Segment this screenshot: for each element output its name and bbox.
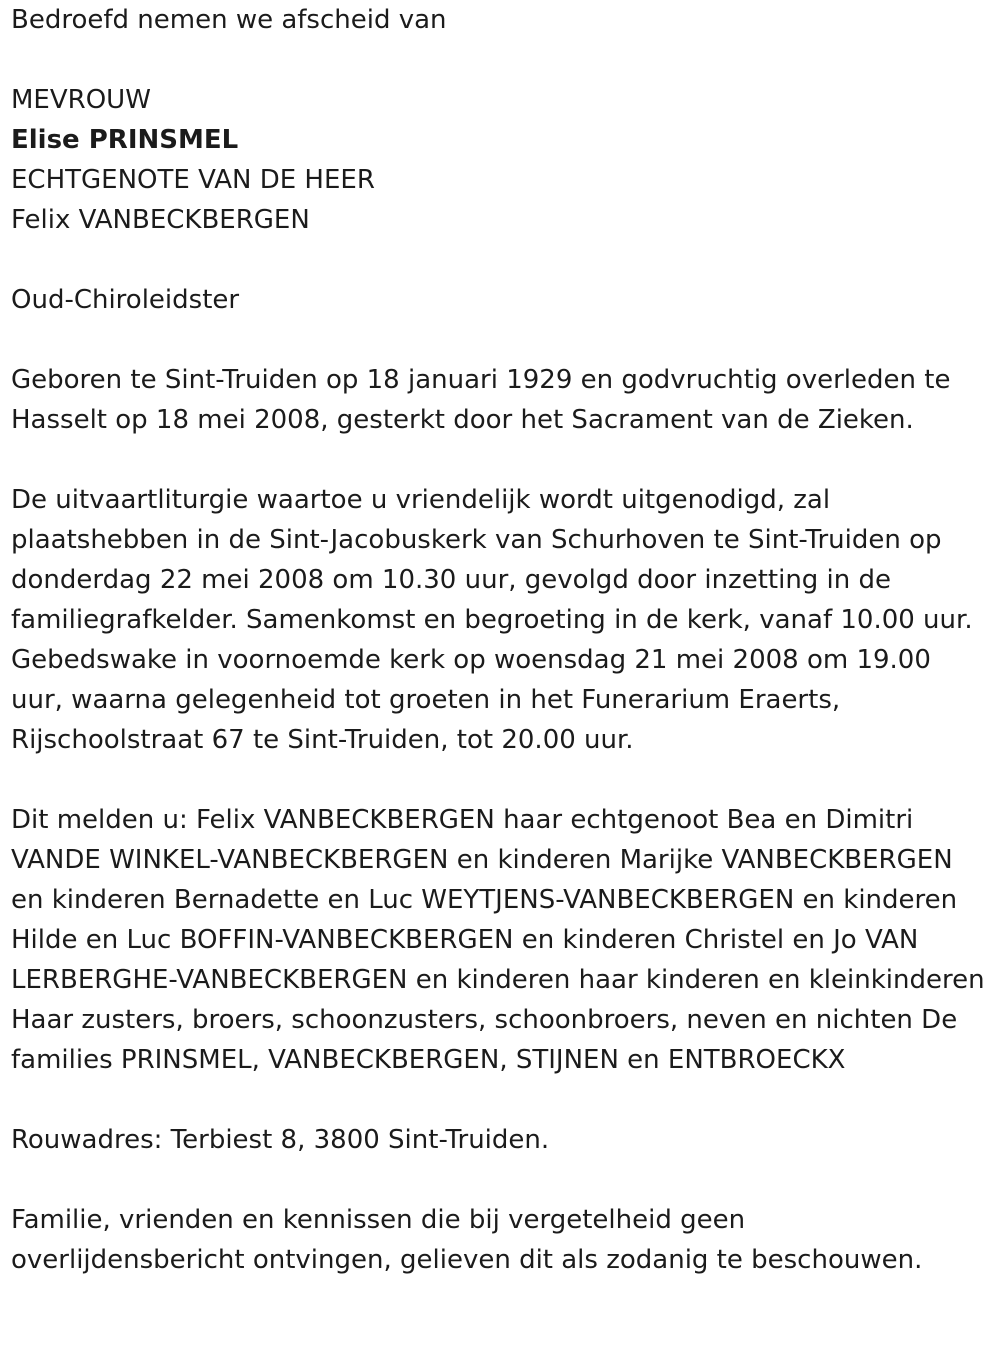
title-prefix: MEVROUW bbox=[11, 85, 151, 115]
closing-paragraph: Familie, vrienden en kennissen die bij vergetelheid geen overlijdensbericht ontvingen, gelieven dit als zodanig te beschouwen. bbox=[11, 1205, 923, 1275]
family-paragraph: Dit melden u: Felix VANBECKBERGEN haar echtgenoot Bea en Dimitri VANDE WINKEL-VANBECKBERGEN en kinderen Marijke VANBECKBERGEN en kinderen Bernadette en Luc WEYTJENS-VANBECKBERGEN en kinderen Hilde en Luc BOFFIN-VANBECKBERGEN en kinderen Christel en Jo VAN LERBERGHE-VANBECKBERGEN en kinderen haar kinderen en kleinkinderen Haar zusters, broers, schoonzusters, schoonbroers, neven en nichten De families PRINSMEL, VANBECKBERGEN, STIJNEN en ENTBROECKX bbox=[11, 805, 985, 1075]
spacer bbox=[11, 240, 986, 280]
role-text: Oud-Chiroleidster bbox=[11, 285, 240, 315]
spacer bbox=[11, 1160, 986, 1200]
intro-text: Bedroefd nemen we afscheid van bbox=[11, 5, 447, 35]
spouse-name: Felix VANBECKBERGEN bbox=[11, 205, 310, 235]
spacer bbox=[11, 320, 986, 360]
spouse-label: ECHTGENOTE VAN DE HEER bbox=[11, 165, 375, 195]
spacer bbox=[11, 440, 986, 480]
deceased-name: Elise PRINSMEL bbox=[11, 125, 239, 155]
spacer bbox=[11, 40, 986, 80]
address-text: Rouwadres: Terbiest 8, 3800 Sint-Truiden. bbox=[11, 1125, 550, 1155]
spacer bbox=[11, 1080, 986, 1120]
spacer bbox=[11, 760, 986, 800]
birth-death-paragraph: Geboren te Sint-Truiden op 18 januari 1929 en godvruchtig overleden te Hasselt op 18 mei 2008, gesterkt door het Sacrament van de Zieken. bbox=[11, 365, 951, 435]
funeral-paragraph: De uitvaartliturgie waartoe u vriendelijk wordt uitgenodigd, zal plaatshebben in de Sint-Jacobuskerk van Schurhoven te Sint-Truiden op donderdag 22 mei 2008 om 10.30 uur, gevolgd door inzetting in de familiegrafkelder. Samenkomst en begroeting in de kerk, vanaf 10.00 uur. Gebedswake in voornoemde kerk op woensdag 21 mei 2008 om 19.00 uur, waarna gelegenheid tot groeten in het Funerarium Eraerts, Rijschoolstraat 67 te Sint-Truiden, tot 20.00 uur. bbox=[11, 485, 973, 755]
